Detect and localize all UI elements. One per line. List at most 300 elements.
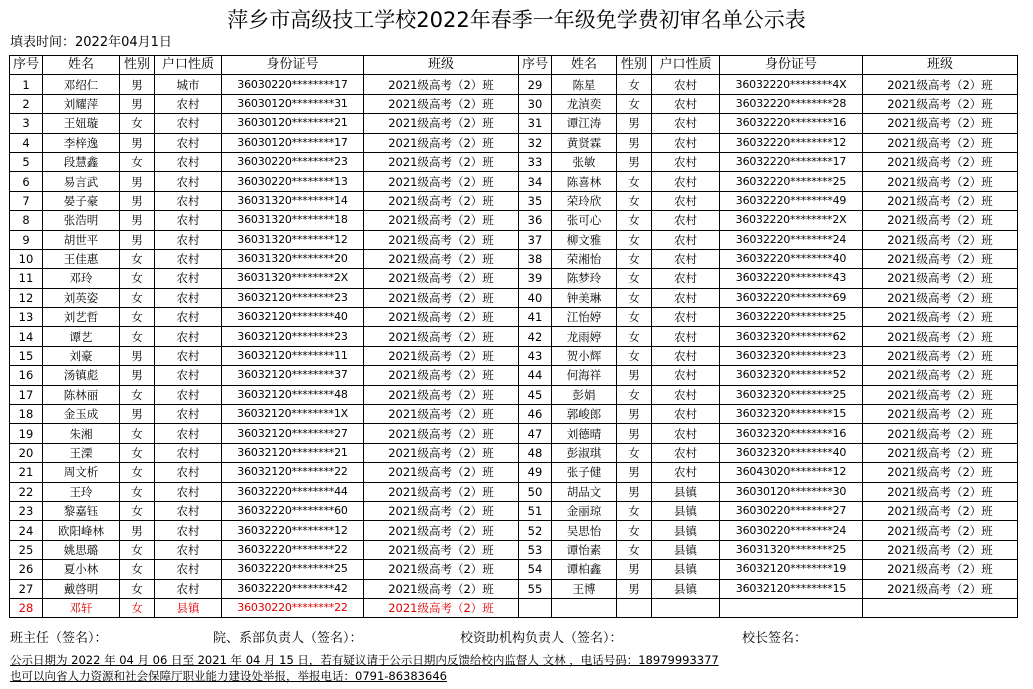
cell-name: 彭娟 — [552, 385, 617, 404]
cell-id: 36032220********4X — [720, 75, 863, 94]
cell-class: 2021级高考（2）班 — [364, 133, 519, 152]
cell-seq: 25 — [10, 540, 43, 559]
cell-id: 36031320********14 — [222, 191, 364, 210]
cell-seq: 10 — [10, 249, 43, 268]
table-row — [10, 269, 1018, 288]
cell-id: 36030120********17 — [222, 133, 364, 152]
cell-hukou: 农村 — [155, 191, 222, 210]
cell-gender: 女 — [120, 598, 155, 617]
header-id: 身份证号 — [222, 56, 364, 75]
table-row — [10, 288, 1018, 307]
cell-name: 何海祥 — [552, 366, 617, 385]
cell-name: 龙雨婷 — [552, 327, 617, 346]
cell-name: 欧阳峰林 — [43, 521, 120, 540]
cell-gender: 男 — [617, 366, 652, 385]
cell-class: 2021级高考（2）班 — [863, 560, 1018, 579]
cell-id: 36032220********25 — [720, 172, 863, 191]
cell-gender: 女 — [617, 521, 652, 540]
cell-gender: 男 — [120, 172, 155, 191]
cell-hukou: 农村 — [652, 133, 720, 152]
cell-name: 邓轩 — [43, 598, 120, 617]
cell-hukou: 农村 — [652, 424, 720, 443]
cell-id: 36030220********13 — [222, 172, 364, 191]
cell-class: 2021级高考（2）班 — [364, 249, 519, 268]
cell-hukou: 农村 — [652, 327, 720, 346]
cell-class: 2021级高考（2）班 — [364, 308, 519, 327]
cell-gender: 女 — [120, 152, 155, 171]
cell-class: 2021级高考（2）班 — [863, 424, 1018, 443]
cell-name: 金丽琼 — [552, 501, 617, 520]
cell-id: 36032220********12 — [720, 133, 863, 152]
cell-id: 36030120********21 — [222, 114, 364, 133]
cell-seq: 14 — [10, 327, 43, 346]
cell-class: 2021级高考（2）班 — [863, 540, 1018, 559]
cell-hukou: 农村 — [652, 75, 720, 94]
cell-hukou: 农村 — [155, 540, 222, 559]
header-id: 身份证号 — [720, 56, 863, 75]
cell-hukou: 农村 — [155, 152, 222, 171]
cell-hukou: 农村 — [155, 579, 222, 598]
table-row — [10, 191, 1018, 210]
cell-seq: 30 — [519, 94, 552, 113]
table-row — [10, 598, 1018, 617]
cell-hukou: 农村 — [155, 133, 222, 152]
cell-class: 2021级高考（2）班 — [863, 346, 1018, 365]
cell-gender: 男 — [617, 424, 652, 443]
cell-name: 邓玲 — [43, 269, 120, 288]
cell-seq: 7 — [10, 191, 43, 210]
cell-gender: 女 — [617, 172, 652, 191]
cell-id: 36032120********11 — [222, 346, 364, 365]
table-row — [10, 501, 1018, 520]
table-row — [10, 366, 1018, 385]
cell-gender: 女 — [617, 75, 652, 94]
cell-seq: 13 — [10, 308, 43, 327]
cell-hukou: 农村 — [652, 269, 720, 288]
cell-id: 36032220********22 — [222, 540, 364, 559]
cell-seq: 24 — [10, 521, 43, 540]
cell-class: 2021级高考（2）班 — [863, 443, 1018, 462]
cell-hukou: 县镇 — [155, 598, 222, 617]
cell-hukou: 农村 — [652, 443, 720, 462]
cell-gender: 女 — [617, 443, 652, 462]
table-row — [10, 385, 1018, 404]
cell-id: 36032220********25 — [720, 308, 863, 327]
cell-seq: 19 — [10, 424, 43, 443]
cell-seq: 5 — [10, 152, 43, 171]
cell-id: 36032220********16 — [720, 114, 863, 133]
cell-gender: 女 — [120, 308, 155, 327]
cell-seq: 39 — [519, 269, 552, 288]
cell-name: 张浩明 — [43, 211, 120, 230]
roster-table — [9, 55, 1018, 618]
cell-gender: 男 — [120, 191, 155, 210]
cell-name: 李梓逸 — [43, 133, 120, 152]
cell-name: 朱湘 — [43, 424, 120, 443]
cell-id: 36032320********52 — [720, 366, 863, 385]
cell-id: 36032120********15 — [720, 579, 863, 598]
cell-gender: 女 — [617, 308, 652, 327]
table-row — [10, 463, 1018, 482]
cell-gender: 女 — [617, 191, 652, 210]
cell-seq: 55 — [519, 579, 552, 598]
cell-seq: 6 — [10, 172, 43, 191]
cell-id — [720, 598, 863, 617]
cell-class: 2021级高考（2）班 — [863, 463, 1018, 482]
cell-hukou: 农村 — [652, 152, 720, 171]
cell-seq: 4 — [10, 133, 43, 152]
cell-class: 2021级高考（2）班 — [364, 366, 519, 385]
cell-seq: 3 — [10, 114, 43, 133]
cell-gender: 男 — [120, 346, 155, 365]
cell-seq: 53 — [519, 540, 552, 559]
cell-seq: 2 — [10, 94, 43, 113]
cell-name: 王溧 — [43, 443, 120, 462]
cell-id: 36032220********44 — [222, 482, 364, 501]
cell-hukou: 农村 — [652, 405, 720, 424]
table-row — [10, 172, 1018, 191]
notice-line-2: 也可以向省人力资源和社会保障厅职业能力建设处举报，举报电话：0791-86383646 — [10, 669, 447, 683]
cell-id: 36032220********49 — [720, 191, 863, 210]
cell-gender: 男 — [617, 560, 652, 579]
header-seq: 序号 — [519, 56, 552, 75]
cell-gender: 男 — [617, 114, 652, 133]
cell-class: 2021级高考（2）班 — [863, 405, 1018, 424]
cell-hukou — [652, 598, 720, 617]
cell-hukou: 县镇 — [652, 521, 720, 540]
cell-name: 贺小辉 — [552, 346, 617, 365]
cell-hukou: 农村 — [155, 249, 222, 268]
cell-hukou: 农村 — [155, 443, 222, 462]
cell-gender: 男 — [120, 94, 155, 113]
cell-seq: 36 — [519, 211, 552, 230]
cell-name: 谭艺 — [43, 327, 120, 346]
cell-class: 2021级高考（2）班 — [364, 405, 519, 424]
cell-id: 36032120********23 — [222, 288, 364, 307]
cell-name: 郭峻郎 — [552, 405, 617, 424]
cell-class: 2021级高考（2）班 — [863, 75, 1018, 94]
cell-gender: 女 — [120, 424, 155, 443]
cell-hukou: 农村 — [155, 405, 222, 424]
cell-id: 36032320********15 — [720, 405, 863, 424]
cell-class: 2021级高考（2）班 — [364, 114, 519, 133]
table-row — [10, 405, 1018, 424]
cell-class: 2021级高考（2）班 — [364, 598, 519, 617]
cell-name: 段慧鑫 — [43, 152, 120, 171]
cell-name: 陈梦玲 — [552, 269, 617, 288]
table-row — [10, 211, 1018, 230]
cell-id: 36032320********62 — [720, 327, 863, 346]
cell-name: 黄贤霖 — [552, 133, 617, 152]
header-row — [10, 56, 1018, 75]
cell-gender: 男 — [617, 152, 652, 171]
cell-gender: 女 — [120, 463, 155, 482]
cell-class: 2021级高考（2）班 — [863, 288, 1018, 307]
table-row — [10, 94, 1018, 113]
cell-class: 2021级高考（2）班 — [364, 463, 519, 482]
cell-gender — [617, 598, 652, 617]
cell-name: 龙湞奕 — [552, 94, 617, 113]
aid-head-signature: 校资助机构负责人（签名）： — [460, 631, 623, 646]
cell-id: 36032320********23 — [720, 346, 863, 365]
cell-id: 36032120********23 — [222, 327, 364, 346]
cell-id: 36030220********17 — [222, 75, 364, 94]
cell-seq: 11 — [10, 269, 43, 288]
cell-id: 36030220********27 — [720, 501, 863, 520]
cell-id: 36030220********22 — [222, 598, 364, 617]
header-gender: 性别 — [617, 56, 652, 75]
table-row — [10, 114, 1018, 133]
cell-name: 陈喜林 — [552, 172, 617, 191]
table-row — [10, 346, 1018, 365]
cell-seq: 26 — [10, 560, 43, 579]
cell-name: 黎嘉钰 — [43, 501, 120, 520]
cell-seq: 34 — [519, 172, 552, 191]
table-row — [10, 443, 1018, 462]
cell-seq: 35 — [519, 191, 552, 210]
cell-gender: 女 — [617, 346, 652, 365]
cell-name: 邓绍仁 — [43, 75, 120, 94]
cell-seq: 23 — [10, 501, 43, 520]
cell-seq: 51 — [519, 501, 552, 520]
cell-id: 36030220********23 — [222, 152, 364, 171]
cell-class: 2021级高考（2）班 — [863, 482, 1018, 501]
cell-hukou: 农村 — [155, 230, 222, 249]
cell-hukou: 农村 — [155, 288, 222, 307]
cell-class: 2021级高考（2）班 — [863, 191, 1018, 210]
cell-class: 2021级高考（2）班 — [863, 230, 1018, 249]
cell-hukou: 农村 — [155, 385, 222, 404]
cell-id: 36031320********12 — [222, 230, 364, 249]
cell-seq: 21 — [10, 463, 43, 482]
cell-class: 2021级高考（2）班 — [364, 75, 519, 94]
header-class: 班级 — [364, 56, 519, 75]
table-row — [10, 521, 1018, 540]
cell-hukou: 农村 — [652, 249, 720, 268]
cell-seq: 47 — [519, 424, 552, 443]
cell-gender: 男 — [120, 133, 155, 152]
cell-class: 2021级高考（2）班 — [863, 133, 1018, 152]
cell-hukou: 城市 — [155, 75, 222, 94]
cell-name: 汤镇彪 — [43, 366, 120, 385]
cell-gender: 女 — [120, 114, 155, 133]
cell-id: 36030120********30 — [720, 482, 863, 501]
cell-id: 36031320********2X — [222, 269, 364, 288]
cell-hukou: 农村 — [652, 346, 720, 365]
cell-gender: 女 — [617, 501, 652, 520]
cell-name: 王玲 — [43, 482, 120, 501]
cell-class: 2021级高考（2）班 — [863, 521, 1018, 540]
cell-class: 2021级高考（2）班 — [364, 327, 519, 346]
cell-class: 2021级高考（2）班 — [364, 560, 519, 579]
cell-gender: 女 — [120, 560, 155, 579]
cell-seq: 8 — [10, 211, 43, 230]
cell-id: 36032220********28 — [720, 94, 863, 113]
cell-hukou: 农村 — [155, 94, 222, 113]
cell-gender: 女 — [617, 385, 652, 404]
cell-gender: 女 — [617, 249, 652, 268]
cell-gender: 男 — [120, 211, 155, 230]
table-row — [10, 75, 1018, 94]
table-row — [10, 540, 1018, 559]
cell-seq: 12 — [10, 288, 43, 307]
cell-id: 36032120********21 — [222, 443, 364, 462]
cell-seq: 48 — [519, 443, 552, 462]
cell-name: 吴思怡 — [552, 521, 617, 540]
cell-name: 谭江涛 — [552, 114, 617, 133]
cell-hukou: 县镇 — [652, 560, 720, 579]
cell-gender: 男 — [120, 230, 155, 249]
cell-gender: 男 — [617, 579, 652, 598]
cell-class: 2021级高考（2）班 — [863, 152, 1018, 171]
cell-gender: 女 — [617, 269, 652, 288]
cell-name: 刘耀萍 — [43, 94, 120, 113]
header-gender: 性别 — [120, 56, 155, 75]
table-row — [10, 133, 1018, 152]
cell-hukou: 农村 — [155, 114, 222, 133]
header-name: 姓名 — [552, 56, 617, 75]
cell-seq: 1 — [10, 75, 43, 94]
cell-gender: 男 — [617, 405, 652, 424]
cell-seq: 28 — [10, 598, 43, 617]
cell-seq: 16 — [10, 366, 43, 385]
cell-hukou: 农村 — [652, 211, 720, 230]
cell-id: 36032320********25 — [720, 385, 863, 404]
cell-id: 36032220********17 — [720, 152, 863, 171]
cell-class: 2021级高考（2）班 — [364, 385, 519, 404]
cell-gender: 女 — [120, 443, 155, 462]
cell-hukou: 农村 — [652, 230, 720, 249]
cell-class: 2021级高考（2）班 — [364, 94, 519, 113]
cell-id: 36031320********20 — [222, 249, 364, 268]
cell-seq: 40 — [519, 288, 552, 307]
cell-gender: 男 — [120, 366, 155, 385]
cell-seq: 33 — [519, 152, 552, 171]
cell-id: 36030120********31 — [222, 94, 364, 113]
cell-id: 36030220********24 — [720, 521, 863, 540]
cell-id: 36032220********2X — [720, 211, 863, 230]
cell-class: 2021级高考（2）班 — [863, 366, 1018, 385]
cell-hukou: 农村 — [155, 269, 222, 288]
cell-gender: 女 — [120, 249, 155, 268]
cell-id: 36032120********37 — [222, 366, 364, 385]
cell-seq: 27 — [10, 579, 43, 598]
cell-name: 易言武 — [43, 172, 120, 191]
cell-class: 2021级高考（2）班 — [364, 191, 519, 210]
cell-gender: 女 — [120, 385, 155, 404]
cell-name: 谭怡素 — [552, 540, 617, 559]
cell-id: 36043020********12 — [720, 463, 863, 482]
cell-gender: 女 — [617, 211, 652, 230]
cell-name: 谭柏鑫 — [552, 560, 617, 579]
cell-class: 2021级高考（2）班 — [364, 521, 519, 540]
cell-id: 36032220********25 — [222, 560, 364, 579]
cell-gender: 男 — [617, 482, 652, 501]
table-body — [10, 75, 1018, 618]
cell-id: 36032320********16 — [720, 424, 863, 443]
table-row — [10, 579, 1018, 598]
cell-class: 2021级高考（2）班 — [364, 443, 519, 462]
principal-signature: 校长签名： — [742, 631, 808, 646]
cell-seq: 20 — [10, 443, 43, 462]
cell-hukou: 农村 — [155, 211, 222, 230]
cell-gender: 女 — [617, 230, 652, 249]
cell-gender: 男 — [120, 405, 155, 424]
cell-class: 2021级高考（2）班 — [863, 249, 1018, 268]
cell-id: 36032220********42 — [222, 579, 364, 598]
cell-class: 2021级高考（2）班 — [364, 579, 519, 598]
cell-seq: 32 — [519, 133, 552, 152]
cell-gender: 女 — [617, 327, 652, 346]
cell-id: 36032220********60 — [222, 501, 364, 520]
cell-class: 2021级高考（2）班 — [364, 152, 519, 171]
cell-class: 2021级高考（2）班 — [863, 211, 1018, 230]
table-row — [10, 249, 1018, 268]
cell-name: 张可心 — [552, 211, 617, 230]
cell-class: 2021级高考（2）班 — [863, 94, 1018, 113]
cell-hukou: 农村 — [652, 385, 720, 404]
cell-seq: 45 — [519, 385, 552, 404]
cell-gender: 女 — [120, 269, 155, 288]
cell-hukou: 农村 — [155, 327, 222, 346]
cell-name: 王妞璇 — [43, 114, 120, 133]
cell-name: 柳文雅 — [552, 230, 617, 249]
cell-class: 2021级高考（2）班 — [364, 424, 519, 443]
cell-seq: 49 — [519, 463, 552, 482]
cell-id: 36032120********22 — [222, 463, 364, 482]
cell-id: 36032120********27 — [222, 424, 364, 443]
cell-hukou: 农村 — [155, 346, 222, 365]
cell-name: 张子健 — [552, 463, 617, 482]
cell-gender: 女 — [617, 94, 652, 113]
cell-class: 2021级高考（2）班 — [863, 501, 1018, 520]
cell-class: 2021级高考（2）班 — [863, 114, 1018, 133]
header-class: 班级 — [863, 56, 1018, 75]
cell-class — [863, 598, 1018, 617]
cell-seq: 29 — [519, 75, 552, 94]
cell-name: 江怡婷 — [552, 308, 617, 327]
dept-head-signature: 院、系部负责人（签名）： — [213, 631, 363, 646]
cell-hukou: 农村 — [652, 288, 720, 307]
cell-id: 36032220********12 — [222, 521, 364, 540]
cell-hukou: 县镇 — [652, 482, 720, 501]
cell-seq: 46 — [519, 405, 552, 424]
cell-class: 2021级高考（2）班 — [863, 308, 1018, 327]
cell-seq: 22 — [10, 482, 43, 501]
cell-seq: 42 — [519, 327, 552, 346]
cell-name: 王佳惠 — [43, 249, 120, 268]
cell-name: 刘艺哲 — [43, 308, 120, 327]
cell-hukou: 农村 — [155, 424, 222, 443]
cell-gender: 女 — [120, 482, 155, 501]
class-teacher-signature: 班主任（签名）： — [10, 631, 108, 646]
cell-hukou: 农村 — [155, 560, 222, 579]
cell-name: 王博 — [552, 579, 617, 598]
cell-id: 36032120********1X — [222, 405, 364, 424]
cell-hukou: 农村 — [155, 521, 222, 540]
cell-hukou: 农村 — [155, 501, 222, 520]
cell-gender: 女 — [617, 540, 652, 559]
cell-class: 2021级高考（2）班 — [863, 327, 1018, 346]
cell-hukou: 县镇 — [652, 540, 720, 559]
cell-gender: 女 — [120, 501, 155, 520]
cell-class: 2021级高考（2）班 — [364, 172, 519, 191]
cell-name: 陈林丽 — [43, 385, 120, 404]
cell-name — [552, 598, 617, 617]
header-seq: 序号 — [10, 56, 43, 75]
cell-name: 荣玲欣 — [552, 191, 617, 210]
cell-name: 戴啓明 — [43, 579, 120, 598]
